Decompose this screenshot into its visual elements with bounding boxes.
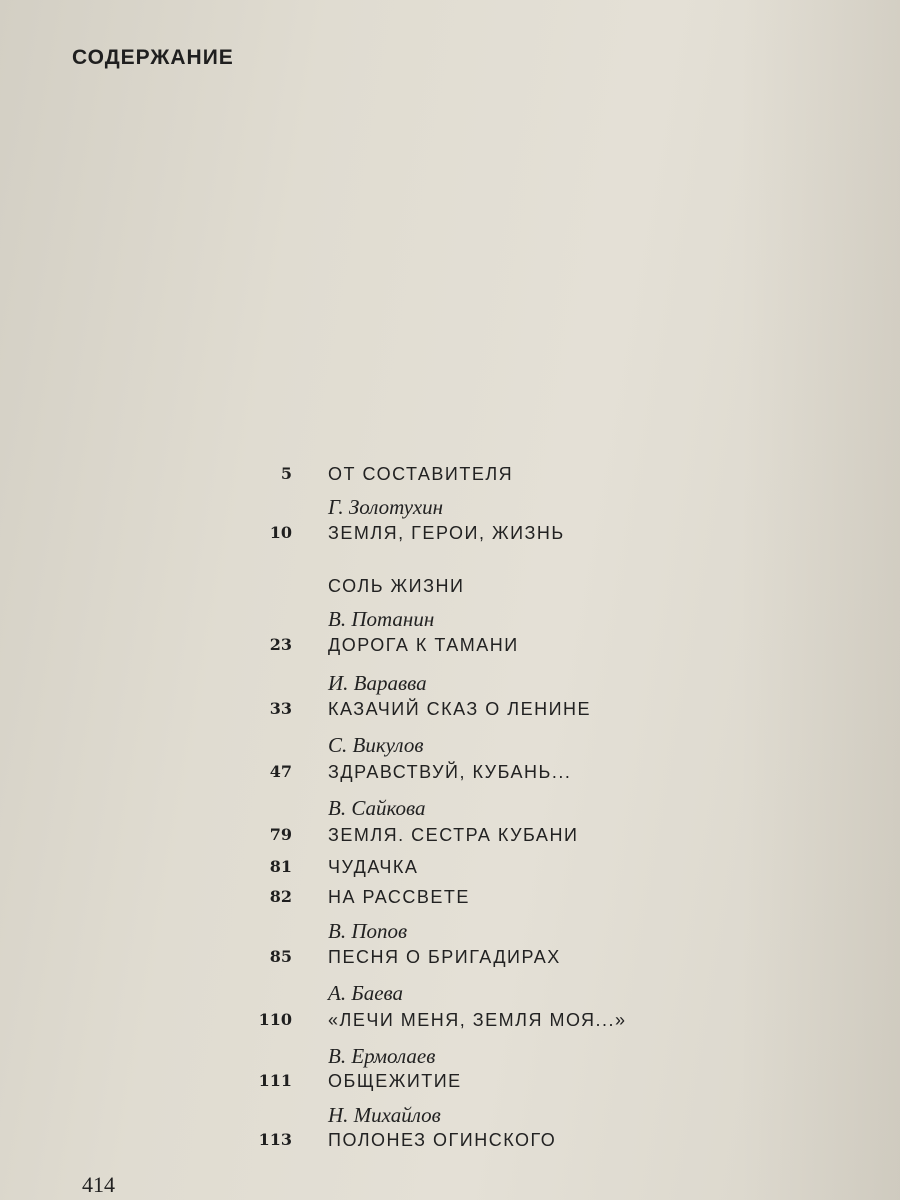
toc-entry: [0, 1125, 900, 1155]
entry-author: С. Викулов: [328, 733, 424, 757]
entry-author: Н. Михайлов: [328, 1103, 441, 1127]
entry-author: Г. Золотухин: [328, 495, 444, 519]
toc-author: [0, 978, 900, 1008]
toc-entry: [0, 1005, 900, 1035]
toc-entry: [0, 852, 900, 882]
entry-page-number: 82: [269, 887, 292, 906]
entry-author: А. Баева: [328, 981, 404, 1005]
toc-entry: [0, 942, 900, 972]
entry-title: НА РАССВЕТЕ: [328, 887, 470, 907]
entry-title: ЗЕМЛЯ. СЕСТРА КУБАНИ: [328, 825, 579, 845]
entry-page-number: 10: [269, 523, 292, 542]
entry-title: ПЕСНЯ О БРИГАДИРАХ: [328, 947, 561, 967]
toc-entry: [0, 518, 900, 548]
section-title: СОЛЬ ЖИЗНИ: [328, 576, 465, 596]
entry-author: В. Попов: [328, 919, 408, 943]
entry-page-number: 5: [280, 464, 292, 483]
entry-title: ЗДРАВСТВУЙ, КУБАНЬ...: [328, 762, 572, 782]
entry-author: В. Ермолаев: [328, 1044, 436, 1068]
entry-page-number: 23: [269, 635, 292, 654]
toc-author: [0, 730, 900, 760]
entry-page-number: 47: [269, 762, 292, 781]
entry-page-number: 110: [258, 1010, 292, 1029]
entry-page-number: 85: [269, 947, 292, 966]
entry-page-number: 113: [258, 1130, 292, 1149]
toc-entry: [0, 630, 900, 660]
toc-author: [0, 793, 900, 823]
entry-author: В. Сайкова: [328, 796, 426, 820]
entry-title: ЗЕМЛЯ, ГЕРОИ, ЖИЗНЬ: [328, 523, 565, 543]
entry-title: ДОРОГА К ТАМАНИ: [328, 635, 519, 655]
entry-title: КАЗАЧИЙ СКАЗ О ЛЕНИНЕ: [328, 699, 592, 719]
toc-entry: [0, 757, 900, 787]
entry-page-number: 81: [269, 857, 292, 876]
entry-title: ОТ СОСТАВИТЕЛЯ: [328, 464, 514, 484]
contents-heading: СОДЕРЖАНИЕ: [72, 46, 234, 69]
entry-page-number: 79: [269, 825, 292, 844]
toc-entry: [0, 694, 900, 724]
toc-entry: [0, 1066, 900, 1096]
toc-entry: [0, 459, 900, 489]
entry-page-number: 111: [258, 1071, 292, 1090]
entry-author: В. Потанин: [328, 607, 435, 631]
entry-title: ЧУДАЧКА: [328, 857, 419, 877]
toc-entry: [0, 882, 900, 912]
page-folio: 414: [82, 1172, 115, 1197]
toc-entry: [0, 820, 900, 850]
entry-title: «ЛЕЧИ МЕНЯ, ЗЕМЛЯ МОЯ...»: [328, 1010, 627, 1030]
entry-title: ПОЛОНЕЗ ОГИНСКОГО: [328, 1130, 557, 1150]
entry-author: И. Варавва: [328, 671, 427, 695]
toc-section: [0, 571, 900, 601]
entry-title: ОБЩЕЖИТИЕ: [328, 1071, 462, 1091]
entry-page-number: 33: [269, 699, 292, 718]
